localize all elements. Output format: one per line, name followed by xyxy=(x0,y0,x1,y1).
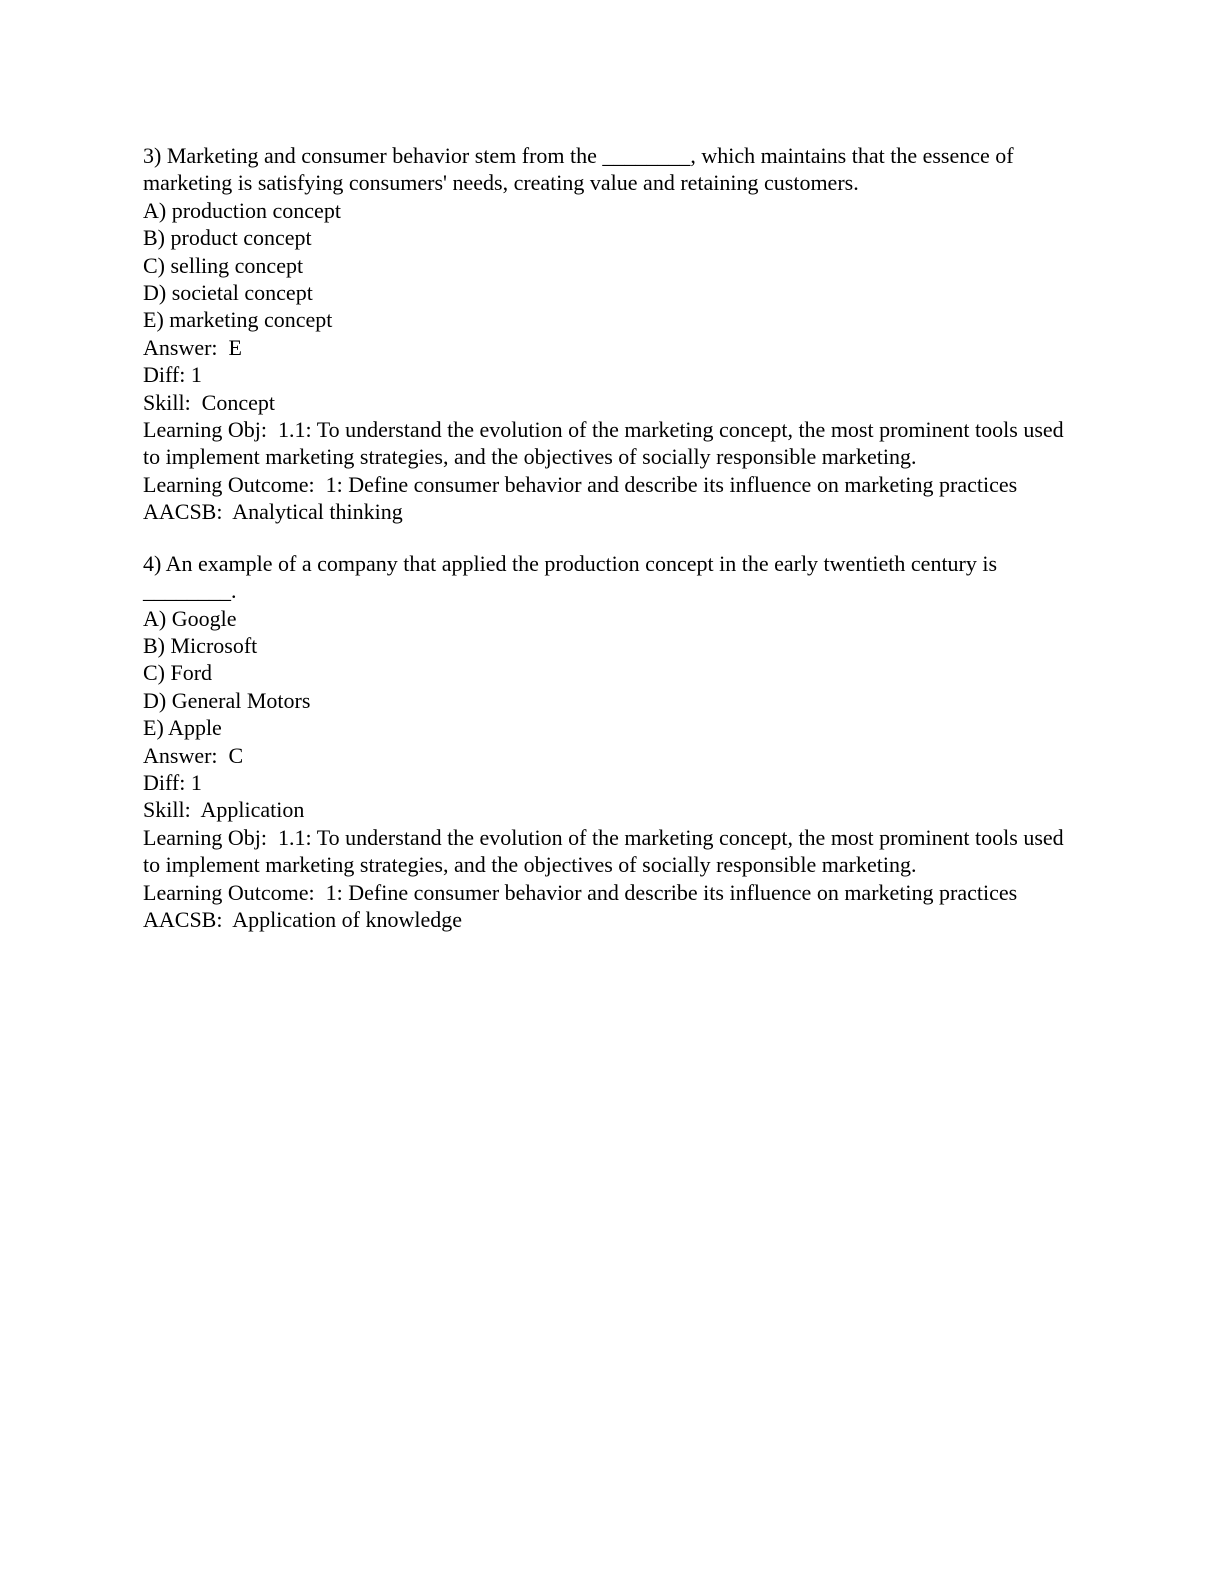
question-4 xyxy=(143,550,1078,934)
question-stem: 4) An example of a company that applied the production concept in the early twentieth century is ________. xyxy=(143,550,1003,604)
option-b: B) product concept xyxy=(143,225,312,251)
option-a: A) production concept xyxy=(143,197,341,223)
difficulty: Diff: 1 xyxy=(143,769,202,795)
option-d: D) General Motors xyxy=(143,687,311,713)
learning-outcome: Learning Outcome: 1: Define consumer behavior and describe its influence on marketing practices xyxy=(143,879,1018,905)
aacsb: AACSB: Application of knowledge xyxy=(143,906,462,932)
skill: Skill: Concept xyxy=(143,389,275,415)
question-stem: 3) Marketing and consumer behavior stem from the ________, which maintains that the essence of marketing is satisfying consumers' needs, creating value and retaining customers. xyxy=(143,143,1020,196)
skill: Skill: Application xyxy=(143,797,305,823)
aacsb: AACSB: Analytical thinking xyxy=(143,499,403,525)
option-d: D) societal concept xyxy=(143,280,313,306)
answer: Answer: E xyxy=(143,334,242,360)
option-e: E) marketing concept xyxy=(143,307,333,333)
learning-objective: Learning Obj: 1.1: To understand the evolution of the marketing concept, the most prominent tools used to implement marketing strategies, and the objectives of socially responsible marketing. xyxy=(143,824,1070,878)
option-b: B) Microsoft xyxy=(143,632,258,658)
option-a: A) Google xyxy=(143,605,237,631)
difficulty: Diff: 1 xyxy=(143,362,202,388)
question-3 xyxy=(143,142,1078,526)
option-c: C) selling concept xyxy=(143,252,304,278)
document-page xyxy=(143,142,1078,933)
answer: Answer: C xyxy=(143,742,244,768)
learning-objective: Learning Obj: 1.1: To understand the evolution of the marketing concept, the most prominent tools used to implement marketing strategies, and the objectives of socially responsible marketing. xyxy=(143,417,1070,470)
option-e: E) Apple xyxy=(143,715,222,741)
option-c: C) Ford xyxy=(143,660,213,686)
learning-outcome: Learning Outcome: 1: Define consumer behavior and describe its influence on marketing practices xyxy=(143,471,1018,497)
